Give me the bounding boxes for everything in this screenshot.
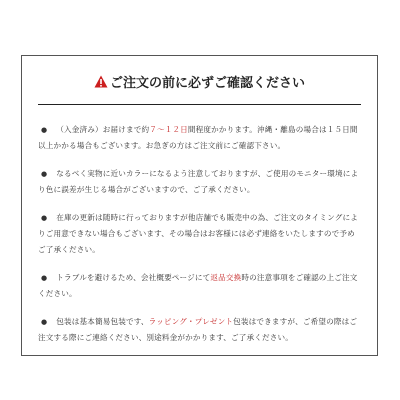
divider	[38, 104, 361, 105]
note-item	[38, 210, 361, 258]
note-highlight-text: ラッピング・プレゼント	[148, 317, 234, 326]
note-item	[38, 314, 361, 346]
note-text: 時の注意事項をご確認の上ご注文ください。	[38, 273, 358, 298]
bullet-icon: ●	[41, 318, 48, 326]
note-text: 包装はできますが、ご希望の際はご注文する際にご連絡ください、別途料金がかかります、ご了承ください。	[38, 317, 358, 342]
bullet-icon: ●	[41, 274, 48, 282]
note-text: トラブルを避けるため、会社概要ページにて	[56, 273, 211, 282]
note-text: 包装は基本簡易包装です、	[56, 317, 149, 326]
note-text: なるべく実物に近いカラーになるよう注意しておりますが、ご使用のモニター環境により色に誤差が生じる場合がございますので、ご了承ください。	[38, 169, 359, 194]
notice-title: ご注文の前に必ずご確認ください	[109, 76, 305, 91]
note-highlight-text: 返品交換	[210, 273, 242, 282]
note-item	[38, 166, 361, 198]
warning-icon	[94, 75, 108, 88]
note-text: 在庫の更新は随時に行っておりますが他店舗でも販売中の為、ご注文のタイミングによりご用意できない場合もございます、その場合はお客様には必ず連絡をいたしますので予めご了承ください。	[38, 213, 358, 254]
note-text: 間程度かかります。沖縄・離島の場合は１５日間以上かかる場合もございます。お急ぎの方はご注文前にご確認下さい。	[38, 125, 358, 150]
notice-heading	[22, 72, 377, 91]
bullet-icon: ●	[41, 126, 48, 134]
note-text: （入金済み）お届けまで約	[56, 125, 150, 134]
notes-list	[38, 122, 361, 358]
note-item	[38, 122, 361, 154]
bullet-icon: ●	[41, 170, 48, 178]
note-highlight-text: ７～１２日	[149, 125, 188, 134]
note-item	[38, 270, 361, 302]
bullet-icon: ●	[41, 214, 48, 222]
notice-box	[21, 55, 378, 356]
